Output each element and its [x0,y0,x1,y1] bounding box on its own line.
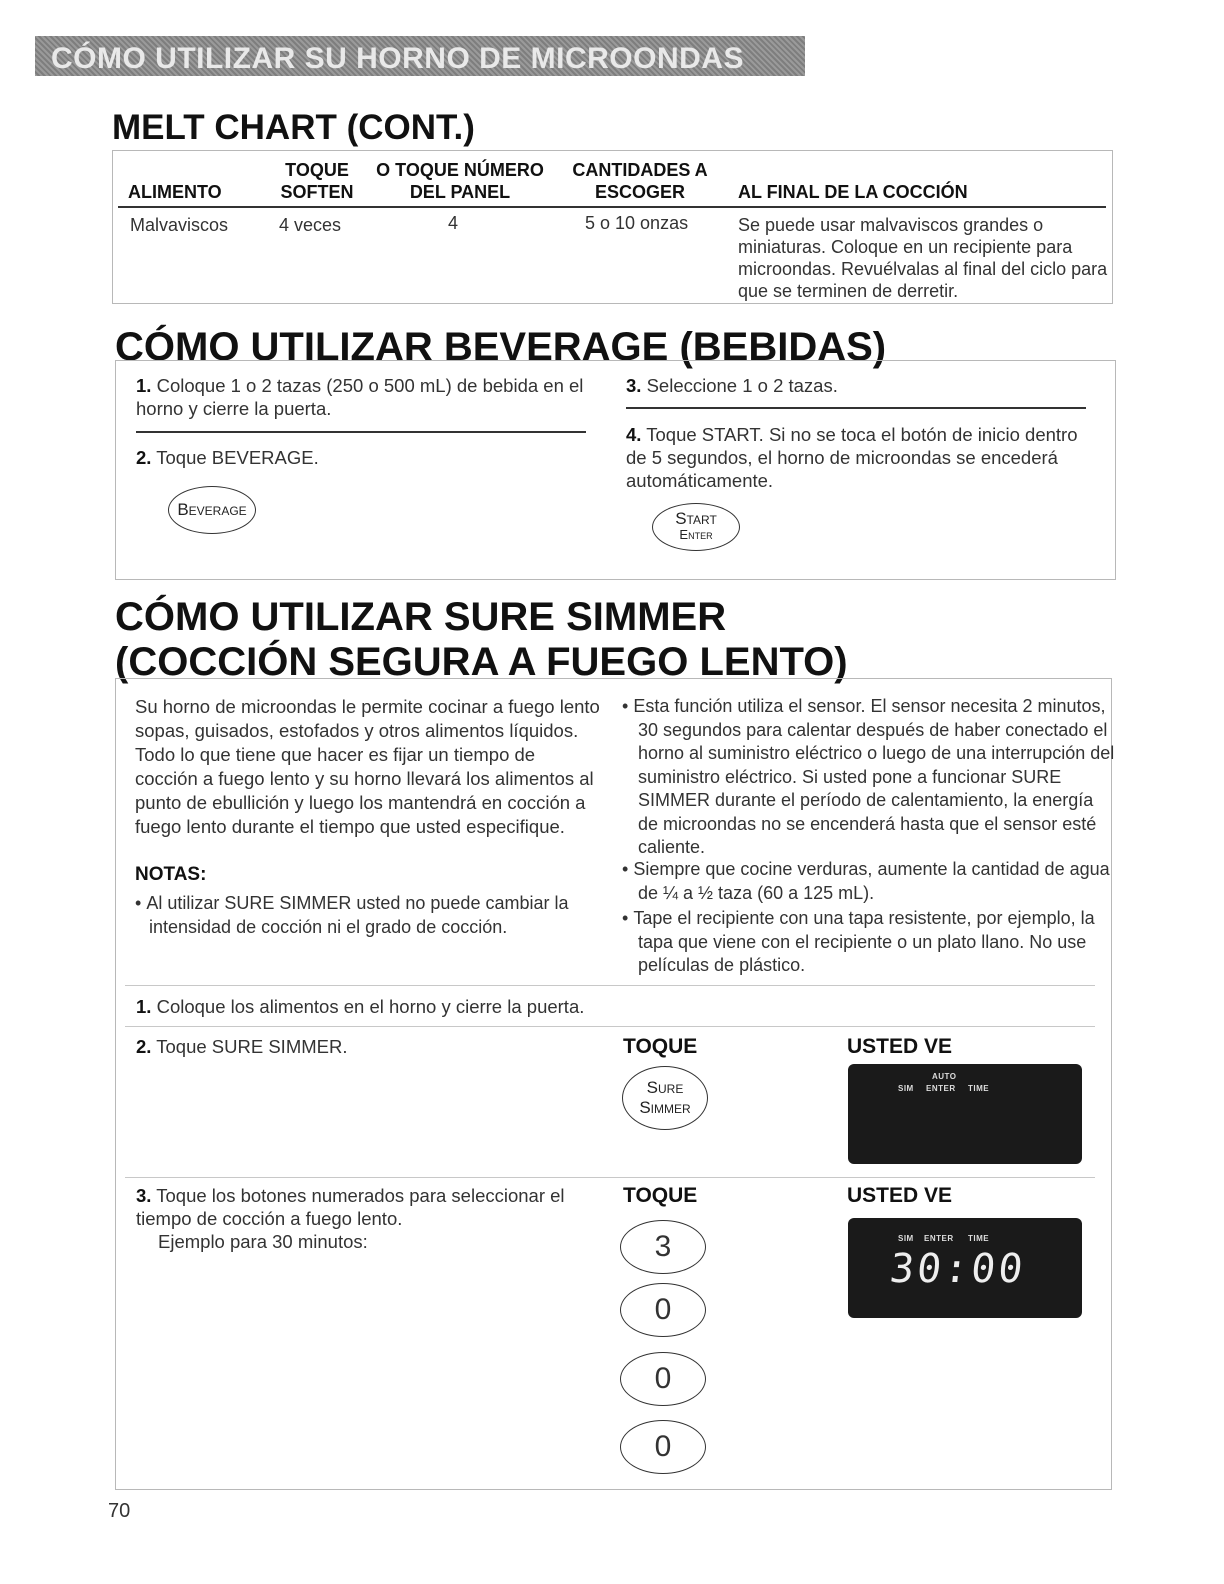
note-1: • Al utilizar SURE SIMMER usted no puede cambiar la intensidad de cocción ni el grado de cocción. [135,893,569,937]
simmer-key-label: Simmer [639,1098,691,1117]
bev-step-2 [136,446,586,469]
sure-key-label: Sure [646,1078,684,1097]
note-4-text: Tape el recipiente con una tapa resistente, por ejemplo, la tapa que viene con el recipiente o un plato llano. No use películas de plástico. [633,908,1095,975]
see-label-2: USTED VE [847,1184,953,1207]
header-soften-l1: TOQUE [285,160,349,180]
note-2: • Esta función utiliza el sensor. El sensor necesita 2 minutos, 30 segundos para calentar después de haber conectado el horno al suministro eléctrico o luego de una interrupción del suministro eléctrico. Si usted pone a funcionar SURE SIMMER durante el período de calentamiento, la energía de microondas no se encenderá hasta que el sensor esté caliente. [622,696,1115,857]
note-1-text: Al utilizar SURE SIMMER usted no puede cambiar la intensidad de cocción ni el grado de cocción. [146,893,569,937]
simmer-step-1 [136,995,584,1018]
header-panel-l2: DEL PANEL [409,182,511,202]
note-3: • Siempre que cocine verduras, aumente la cantidad de agua de ¼ a ½ taza (60 a 125 mL). [622,859,1110,903]
enter-key-label: Enter [679,527,713,542]
touch-label-2: TOQUE [623,1184,698,1207]
bev-step-4-text: Toque START. Si no se toca el botón de inicio dentro de 5 segundos, el horno de microondas se encederá automáticamente. [626,424,1078,491]
bev-step-2-text: Toque BEVERAGE. [156,447,319,468]
section-banner [35,36,805,76]
cell-panel: 4 [448,213,459,233]
simmer-divider-1 [125,985,1095,986]
note-2-text: Esta función utiliza el sensor. El sensor necesita 2 minutos, 30 segundos para calentar después de haber conectado el horno al suministro eléctrico o luego de una interrupción del suministro eléctrico. Si usted pone a funcionar SURE SIMMER durante el período de calentamiento, la energía de microondas no se encenderá hasta que el sensor esté caliente. [633,696,1115,857]
simmer-divider-3 [125,1177,1095,1178]
cell-soften: 4 veces [279,215,342,235]
number-key-3[interactable]: 3 [620,1220,706,1274]
number-key-0-c[interactable]: 0 [620,1420,706,1474]
simmer-step-3-num: 3. [136,1185,152,1206]
touch-label-1: TOQUE [623,1035,698,1058]
display1-enter: ENTER [926,1084,956,1093]
display2-time: TIME [968,1234,990,1243]
bev-step-1-num: 1. [136,375,152,396]
number-key-0-a[interactable]: 0 [620,1283,706,1337]
cell-food: Malvaviscos [130,215,229,235]
melt-chart-title: MELT CHART (CONT.) [112,108,475,147]
header-soften-l2: SOFTEN [280,182,354,202]
simmer-step-3-text: Toque los botones numerados para seleccionar el tiempo de cocción a fuego lento. [136,1185,565,1229]
bev-step-3-num: 3. [626,375,642,396]
header-qty-l2: ESCOGER [594,182,686,202]
simmer-step-1-num: 1. [136,996,152,1017]
beverage-title: CÓMO UTILIZAR BEVERAGE (BEBIDAS) [115,325,887,369]
display1-auto: AUTO [932,1072,957,1081]
page-number: 70 [108,1500,131,1522]
bev-step-3 [626,374,1086,397]
simmer-divider-2 [125,1026,1095,1027]
display2-sim: SIM [898,1234,914,1243]
simmer-step-2-text: Toque SURE SIMMER. [156,1036,348,1057]
number-key-0-b[interactable]: 0 [620,1352,706,1406]
start-key-label: Start [675,509,717,528]
simmer-title-line2: (COCCIÓN SEGURA A FUEGO LENTO) [115,640,848,684]
table-header-rule [118,206,1106,208]
simmer-intro: Su horno de microondas le permite cocinar a fuego lento sopas, guisados, estofados y otros alimentos líquidos. Todo lo que tiene que hacer es fijar un tiempo de cocción a fuego lento y su horno llevará los alimentos al punto de ebullición y luego los mantendrá en cocción a fuego lento durante el tiempo que usted especifique. [135,696,600,837]
banner-title: CÓMO UTILIZAR SU HORNO DE MICROONDAS [51,42,744,75]
notes-title: NOTAS: [135,864,207,885]
simmer-step-2-num: 2. [136,1036,152,1057]
display1-time: TIME [968,1084,990,1093]
display-sim-enter [848,1064,1082,1164]
display-time-30 [848,1218,1082,1318]
bev-step-3-text: Seleccione 1 o 2 tazas. [646,375,838,396]
simmer-step-2 [136,1035,347,1058]
bev-step-1-text: Coloque 1 o 2 tazas (250 o 500 mL) de bebida en el horno y cierre la puerta. [136,375,584,419]
header-qty-l1: CANTIDADES A [572,160,708,180]
bev-step-4 [626,423,1091,492]
simmer-step-3-example: Ejemplo para 30 minutos: [158,1231,368,1252]
note-3-text: Siempre que cocine verduras, aumente la cantidad de agua de ¼ a ½ taza (60 a 125 mL). [633,859,1110,903]
bev-step-2-num: 2. [136,447,152,468]
header-panel-l1: O TOQUE NÚMERO [376,160,544,180]
start-key[interactable] [652,503,740,551]
cell-qty: 5 o 10 onzas [585,213,689,233]
header-end: AL FINAL DE LA COCCIÓN [738,182,968,202]
simmer-step-3 [136,1184,596,1230]
display2-digits: 30:00 [887,1246,1028,1292]
bev-step-1 [136,374,586,420]
bev-divider-left [136,431,586,433]
sure-simmer-key[interactable] [622,1066,708,1130]
display1-sim: SIM [898,1084,914,1093]
see-label-1: USTED VE [847,1035,953,1058]
display2-enter: ENTER [924,1234,954,1243]
header-food: ALIMENTO [128,182,222,202]
simmer-step-1-text: Coloque los alimentos en el horno y cierre la puerta. [156,996,585,1017]
simmer-title-line1: CÓMO UTILIZAR SURE SIMMER [115,595,727,639]
beverage-key[interactable] [168,486,256,534]
bev-divider-right [626,407,1086,409]
beverage-key-label: Beverage [177,500,247,519]
note-4: • Tape el recipiente con una tapa resistente, por ejemplo, la tapa que viene con el recipiente o un plato llano. No use películas de plástico. [622,908,1095,975]
bev-step-4-num: 4. [626,424,642,445]
cell-end: Se puede usar malvaviscos grandes o miniaturas. Coloque en un recipiente para microondas. Revuélvalas al final del ciclo para que se terminen de derretir. [738,215,1108,301]
